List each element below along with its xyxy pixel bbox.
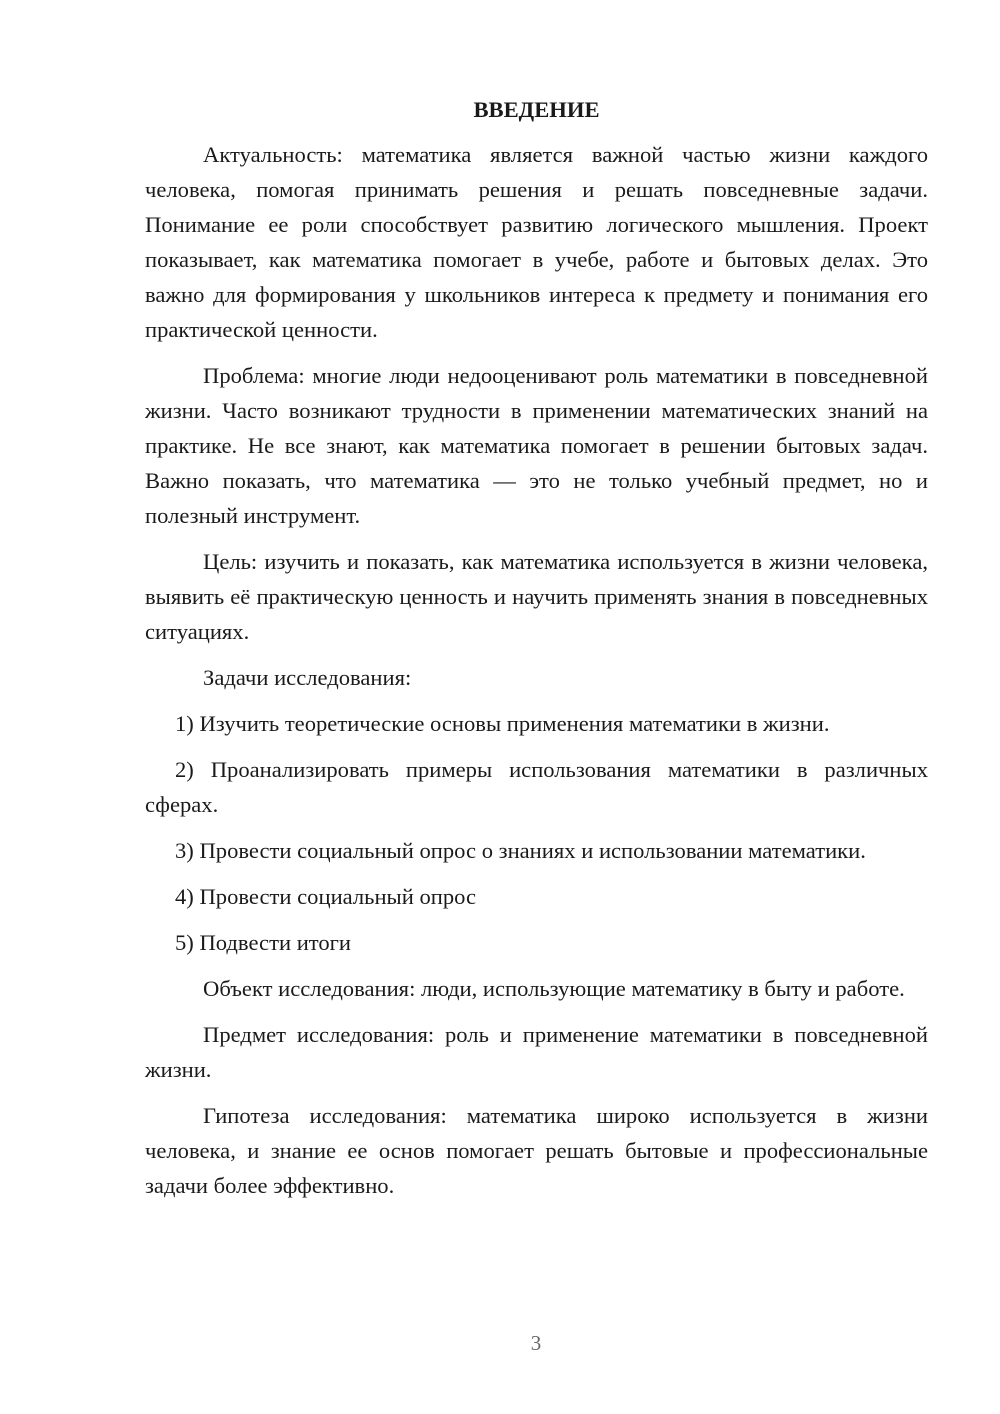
- page-number: 3: [530, 1331, 542, 1355]
- task-item-5: 5) Подвести итоги: [175, 930, 352, 955]
- task-item-1: 1) Изучить теоретические основы применения математики в жизни.: [175, 711, 830, 736]
- page-title: ВВЕДЕНИЕ: [473, 97, 600, 122]
- task-item-2: 2) Проанализировать примеры использования математики в различных сферах.: [145, 757, 928, 817]
- object-paragraph: Объект исследования: люди, использующие математику в быту и работе.: [203, 976, 905, 1001]
- task-item-4: 4) Провести социальный опрос: [175, 884, 477, 909]
- document-page: [145, 92, 928, 1214]
- subject-paragraph: Предмет исследования: роль и применение математики в повседневной жизни.: [145, 1022, 928, 1082]
- goal-paragraph: Цель: изучить и показать, как математика используется в жизни человека, выявить её практическую ценность и научить применять знания в повседневных ситуациях.: [145, 549, 928, 644]
- problem-paragraph: Проблема: многие люди недооценивают роль математики в повседневной жизни. Часто возникают трудности в применении математических знаний на практике. Не все знают, как математика помогает в решении бытовых задач. Важно показать, что математика — это не только учебный предмет, но и полезный инструмент.: [145, 363, 928, 528]
- task-item-3: 3) Провести социальный опрос о знаниях и использовании математики.: [175, 838, 866, 863]
- tasks-heading: Задачи исследования:: [203, 665, 412, 690]
- relevance-paragraph: Актуальность: математика является важной частью жизни каждого человека, помогая принимать решения и решать повседневные задачи. Понимание ее роли способствует развитию логического мышления. Проект показывает, как математика помогает в учебе, работе и бытовых делах. Это важно для формирования у школьников интереса к предмету и понимания его практической ценности.: [145, 142, 928, 342]
- hypothesis-paragraph: Гипотеза исследования: математика широко используется в жизни человека, и знание ее основ помогает решать бытовые и профессиональные задачи более эффективно.: [145, 1103, 928, 1198]
